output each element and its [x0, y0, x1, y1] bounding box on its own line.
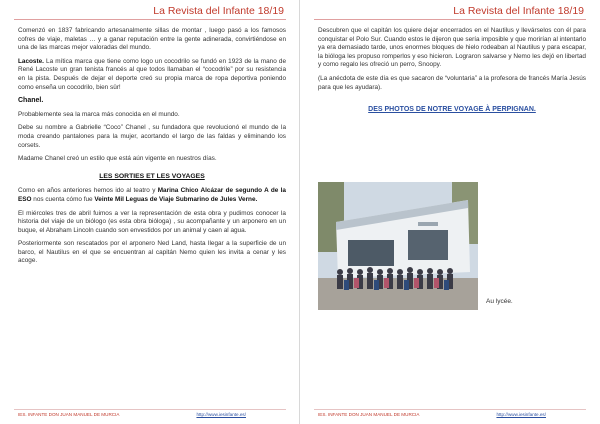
brand-label-chanel: Chanel.: [18, 97, 44, 105]
footer-divider: [314, 409, 586, 410]
paragraph: Debe su nombre a Gabrielle “Coco” Chanel , su fundadora que revolucionó el mundo de la moda creando pantalones para la mujer, acortando el largo de las faldas y eliminando los corsets.: [18, 124, 286, 149]
footer-school: IES. INFANTE DON JUAN MANUEL DE MURCIA: [318, 412, 420, 417]
header-divider: [314, 19, 586, 20]
author-name: Marina Chico Alcázar de segundo A de la ESO: [18, 187, 286, 203]
header-divider: [14, 19, 286, 20]
paragraph: Posteriormente son rescatados por el arponero Ned Land, hasta llegar a la superficie de un barco, el Nautilus en el que se encuentran al capitán Nemo quien les invita a cenar y les acoge.: [18, 240, 286, 265]
paragraph: El miércoles tres de abril fuimos a ver la representación de esta obra y pudimos conocer la historia del viaje de un biólogo (es esta obra bióloga) , su acompañante y un arponero en un buque, el Abraham Lincoln cuando son envestidos por un animal y caen al agua.: [18, 209, 286, 234]
page-header-title: La Revista del Infante 18/19: [453, 5, 584, 17]
footer-school: IES. INFANTE DON JUAN MANUEL DE MURCIA: [18, 412, 120, 417]
right-page-content: [318, 27, 586, 129]
left-page-content: [18, 27, 286, 271]
brand-label-lacoste: Lacoste.: [18, 57, 44, 65]
page-footer: [18, 412, 286, 417]
footer-link[interactable]: http://www.iesinfante.es/: [496, 412, 546, 417]
paragraph: (La anécdota de este día es que sacaron de “voluntaria” a la profesora de francés María Jesús para que les ayudara).: [318, 74, 586, 91]
footer-divider: [14, 409, 286, 410]
photos-section-title: DES PHOTOS DE NOTRE VOYAGE À PERPIGNAN.: [368, 106, 536, 114]
footer-link[interactable]: http://www.iesinfante.es/: [196, 412, 246, 417]
page-footer: [318, 412, 586, 417]
group-photo: [318, 182, 478, 310]
paragraph: Como en años anteriores hemos ido al teatro y Marina Chico Alcázar de segundo A de la ESO nos cuenta cómo fue Veinte Mil Leguas de Viaje Submarino de Jules Verne.: [18, 187, 286, 203]
paragraph: Probablemente sea la marca más conocida en el mundo.: [18, 110, 180, 118]
paragraph: Descubren que el capitán los quiere dejar encerrados en el Nautilus y llevárselos con él para conquistar el Polo Sur. Cuando estos le dijeron que sería imposible y que morirían al intentarlo ya era demasiado tarde, unos enormes bloques de hielo rodeaban al Nautilus y para escapar, la bióloga les propuso romperlos y eso hicieron. Lograron salvarse y Nemo les dejó en libertad y como regalo les ofreció un perro, Snoopy.: [318, 27, 586, 69]
right-page: [300, 0, 600, 424]
paragraph: Madame Chanel creó un estilo que está aún vigente en nuestros días.: [18, 155, 217, 163]
play-title: Veinte Mil Leguas de Viaje Submarino de Jules Verne.: [94, 195, 258, 203]
page-header-title: La Revista del Infante 18/19: [153, 5, 284, 17]
photo-caption: Au lycée.: [486, 298, 513, 305]
group-photo-illustration: [318, 182, 478, 310]
paragraph: Lacoste. La mítica marca que tiene como logo un cocodrilo se fundó en 1923 de la mano de René Lacoste un gran tenista francés al que todos llamaban el “cocodrile” por su resistencia en la pista. Después de dejar el deporte creó su propia marca de ropa deportiva poniendo como enseña un cocodrilo, bien sûr!: [18, 57, 286, 91]
paragraph: Comenzó en 1837 fabricando artesanalmente sillas de montar , luego pasó a los famosos cofres de viaje, maletas … y a ganar reputación entre la gente adinerada, convirtiéndose en una de las marcas mejor valoradas del mundo.: [18, 27, 286, 52]
section-title: LES SORTIES ET LES VOYAGES: [99, 172, 205, 180]
